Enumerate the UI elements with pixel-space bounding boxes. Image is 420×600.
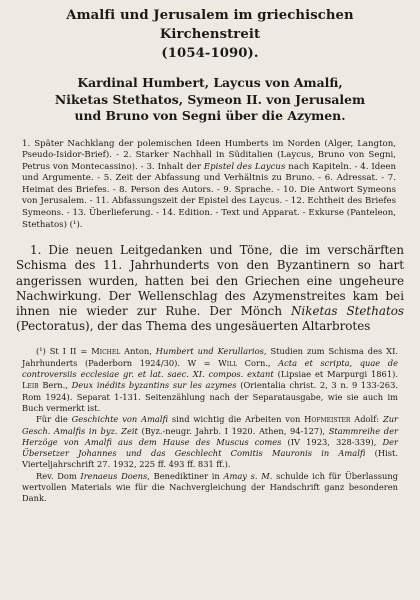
title-line-1: Amalfi und Jerusalem im griechischen Kirchenstreit bbox=[66, 8, 354, 42]
fn2-text-g: (Byz.-neugr. Jahrb. I 1920. Athen, 94-127), bbox=[137, 425, 329, 436]
fn2-text-c: sind wichtig die Arbeiten von bbox=[168, 414, 305, 425]
subtitle-line-2: Niketas Stethatos, Symeon II. von Jerusalem bbox=[54, 91, 366, 107]
fn2-text-k: (Hist. Vierteljahrschrift 27. 1932, 225 ff. 493 ff. 831 ff.). bbox=[22, 448, 398, 470]
fn2-text-i: (IV 1923, 328-339), bbox=[281, 436, 383, 447]
fn3-italic-doens: Irenaeus Doens, bbox=[80, 470, 150, 481]
toc-text-2: nach Kapiteln. - 4. Ideen und Argumente. - 5. Zeit der Abfassung und Verhältnis zu Bruno. - 6. Adressat. - 7. Heimat des Briefes. - 8. Person des Autors. - 9. Sprache. - 10. Die Antwort Symeons von Jerusalem. - 11. Abfassungszeit der Epistel des Laycus. - 12. Echtheit des Briefes Symeons. - 13. Überlieferung. - 14. Edition. - Text und Apparat. - Exkurse (Panteleon, Stethatos) (¹). bbox=[22, 161, 397, 230]
fn2-title-uebersetzer: Der Übersetzer Johannes und das Geschlecht Comitis Mauronis in Amalfi bbox=[22, 436, 398, 459]
fn1-author-will: Will bbox=[218, 357, 238, 368]
paragraph-1-text-b: (Pectoratus), der das Thema des ungesäuerten Altarbrotes bbox=[16, 319, 371, 334]
fn2-text-e: Adolf: bbox=[350, 414, 383, 425]
article-subtitle bbox=[22, 75, 398, 125]
fn1-text-e: Studien zum Schisma des XI. Jahrhunderts (Paderborn 1924/30). W = bbox=[22, 346, 398, 368]
fn2-title-stammreihe: Stammreihe der Herzöge von Amalfi aus dem Hause des Muscus comes bbox=[22, 425, 398, 447]
fn1-text-k: Bern., bbox=[38, 380, 72, 391]
footnote-2 bbox=[22, 414, 398, 470]
toc-italic-epistel: Epistel des Laycus bbox=[203, 161, 286, 172]
subtitle-line-3: und Bruno von Segni über die Azymen. bbox=[74, 108, 346, 123]
footnotes bbox=[22, 346, 398, 504]
fn2-italic-geschichte: Geschichte von Amalfi bbox=[71, 414, 169, 425]
fn1-text-g: Corn., bbox=[237, 357, 279, 368]
fn1-author-michel: Michel bbox=[91, 346, 121, 357]
paragraph-1-text-a: 1. Die neuen Leitgedanken und Töne, die im verschärften Schisma des 11. Jahrhunderts von den Byzantinern so hart angerissen wurden, hatten bei den Griechen eine ungeheure Nachwirkung. Der Wellenschlag des Azymenstreites kam bei ihnen nie wieder zur Ruhe. Der Mönch bbox=[16, 243, 404, 319]
table-of-contents bbox=[22, 139, 396, 232]
fn2-author-hofmeister: Hofmeister bbox=[304, 414, 351, 425]
fn1-title-acta: Acta et scripta, quae de controversiis ecclesiae gr. et lat. saec. XI. compos. extant bbox=[22, 357, 398, 380]
fn2-text-a: Für die bbox=[36, 414, 72, 425]
fn2-title-zur-gesch: Zur Gesch. Amalfis in byz. Zeit bbox=[22, 414, 399, 436]
fn3-text-e: schulde ich für Überlassung wertvollen Materials wie für die Nachvergleichung der Handschrift ganz besonderen Dank. bbox=[22, 470, 399, 504]
fn3-italic-amay: Amay s. M. bbox=[223, 470, 273, 481]
fn1-title-humbert: Humbert und Kerullarios, bbox=[155, 346, 267, 357]
fn1-text-a: (¹) St I II = bbox=[36, 346, 92, 357]
fn3-text-a: Rev. Dom bbox=[36, 470, 81, 481]
fn1-author-leib: Leib bbox=[22, 380, 39, 391]
article-title bbox=[14, 6, 406, 63]
subtitle-line-1: Kardinal Humbert, Laycus von Amalfi, bbox=[77, 75, 343, 90]
toc-text-1: 1. Später Nachklang der polemischen Ideen Humberts im Norden (Alger, Langton, Pseudo-Isidor-Brief). - 2. Starker Nachhall in Süditalien (Laycus, Bruno von Segni, Petrus von Montecassino). - 3. Inhalt der bbox=[22, 138, 396, 172]
fn1-text-i: (Lipsiae et Marpurgi 1861). bbox=[273, 369, 398, 380]
footnote-1 bbox=[22, 346, 398, 414]
fn3-text-c: Benediktiner in bbox=[149, 470, 224, 481]
fn1-title-deux-inedits: Deux inédits byzantins sur les azymes bbox=[71, 380, 237, 391]
fn1-text-m: (Orientalia christ. 2, 3 n. 9 133-263. Rom 1924). Separat 1-131. Seitenzählung nach der Separatausgabe, wie sie auch im Buch vermerkt ist. bbox=[22, 380, 398, 413]
title-line-2: (1054-1090). bbox=[161, 46, 259, 61]
paragraph-1-italic-name: Niketas Stethatos bbox=[291, 304, 404, 319]
footnote-3 bbox=[22, 471, 398, 505]
fn1-text-c: Anton, bbox=[120, 346, 156, 357]
main-text bbox=[16, 243, 404, 334]
paragraph-1 bbox=[16, 243, 404, 334]
